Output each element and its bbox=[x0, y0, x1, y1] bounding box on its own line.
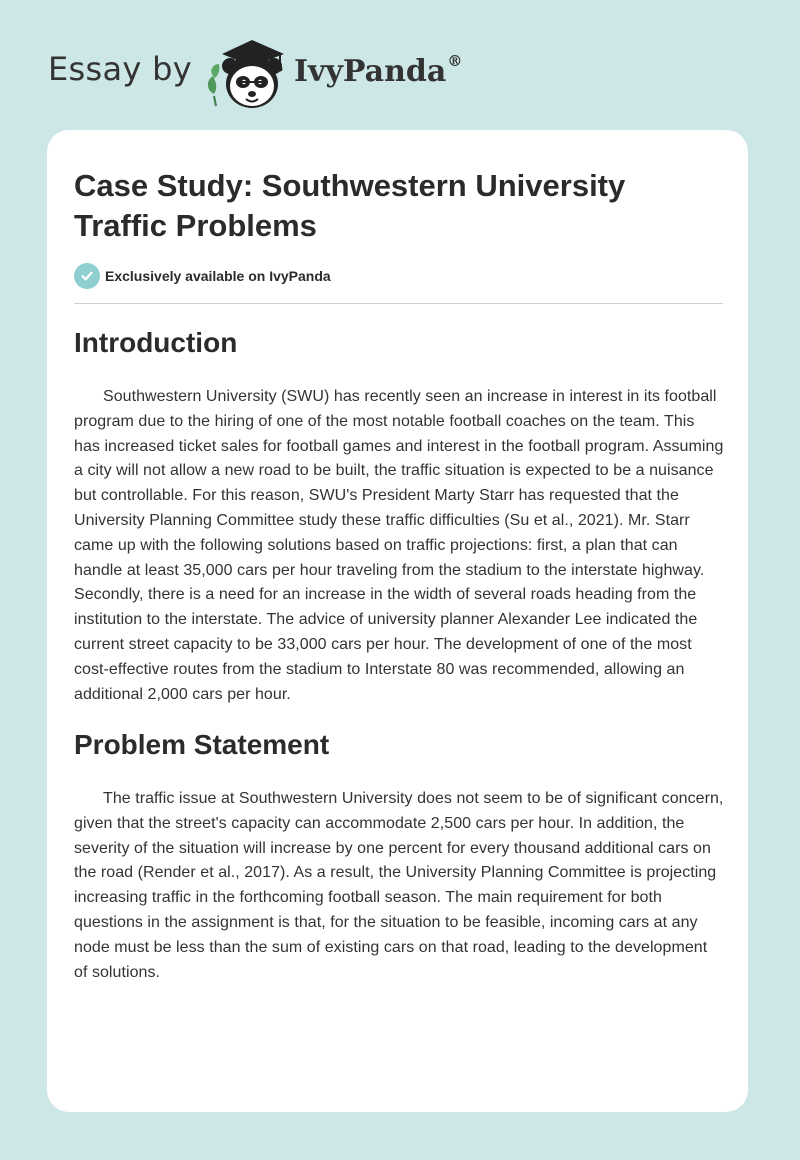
brand-name-text: IvyPanda bbox=[294, 54, 447, 89]
section-heading-problem-statement: Problem Statement bbox=[74, 729, 330, 760]
exclusive-badge bbox=[74, 263, 331, 289]
section-body-problem-statement: The traffic issue at Southwestern University does not seem to be of significant concern, given that the street's capacity can accommodate 2,500 cars per hour. In addition, the severity of the situation will increase by one percent for every thousand additional cars on the road (Render et al., 2017). As a result, the University Planning Committee is projecting increasing traffic in the forthcoming football season. The main requirement for both questions in the assignment is that, for the situation to be feasible, incoming cars at any node must be less than the sum of existing cars on that road, leading to the development of solutions. bbox=[74, 790, 724, 981]
title-divider bbox=[74, 303, 723, 304]
site-header bbox=[48, 30, 508, 110]
section-heading-introduction: Introduction bbox=[74, 327, 238, 358]
essay-card bbox=[47, 130, 748, 1112]
check-icon bbox=[74, 263, 100, 289]
panda-logo-icon[interactable] bbox=[200, 34, 292, 112]
page-title: Case Study: Southwestern University Traffic Problems bbox=[74, 168, 626, 243]
exclusive-badge-label: Exclusively available on IvyPanda bbox=[105, 268, 331, 284]
essay-by-label: Essay by bbox=[48, 50, 192, 88]
brand-name[interactable] bbox=[294, 54, 462, 89]
ivy-leaf-icon bbox=[208, 64, 219, 106]
section-body-introduction: Southwestern University (SWU) has recently seen an increase in interest in its football program due to the hiring of one of the most notable football coaches on the team. This has increased ticket sales for football games and interest in the football program. Assuming a city will not allow a new road to be built, the traffic situation is expected to be a nuisance but controllable. For this reason, SWU's President Marty Starr has requested that the University Planning Committee study these traffic difficulties (Su et al., 2021). Mr. Starr came up with the following solutions based on traffic projections: first, a plan that can handle at least 35,000 cars per hour traveling from the stadium to the interstate highway. Secondly, there is a need for an increase in the width of several roads heading from the institution to the interstate. The advice of university planner Alexander Lee indicated the current street capacity to be 33,000 cars per hour. The development of one of the most cost-effective routes from the stadium to Interstate 80 was recommended, allowing an additional 2,000 cars per hour. bbox=[74, 388, 724, 703]
registered-mark: ® bbox=[447, 52, 463, 70]
